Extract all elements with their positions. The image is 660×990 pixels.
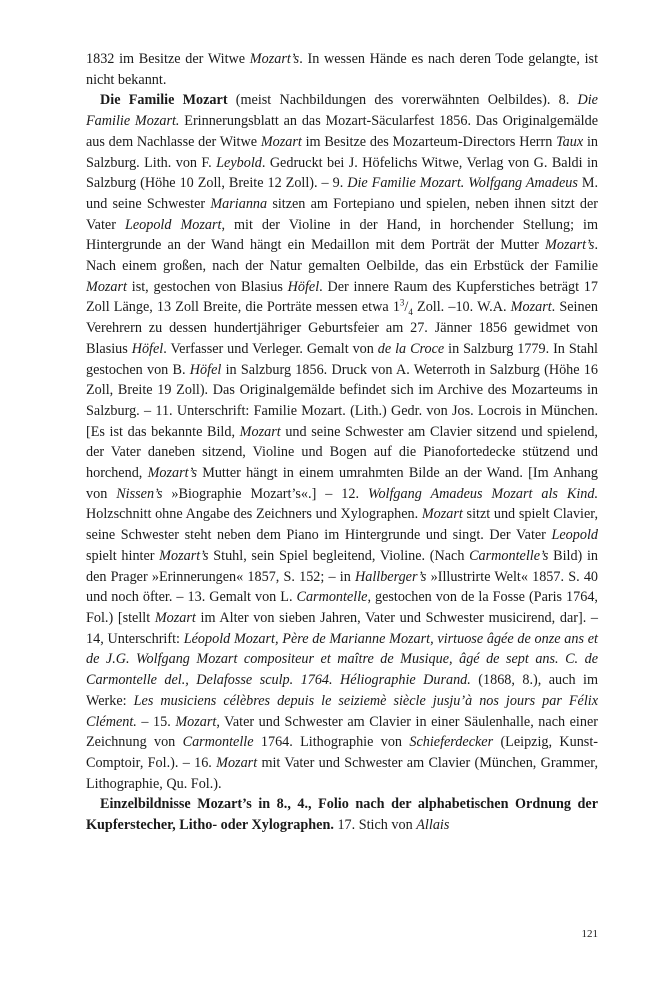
paragraph: [86, 49, 598, 90]
text-run: Stuhl, sein Spiel begleitend, Violine. (Nach: [208, 547, 470, 564]
text-run: 4: [408, 307, 413, 318]
italic-text: Taux: [556, 133, 584, 150]
text-run: /: [404, 299, 409, 316]
italic-text: Mozart: [175, 713, 217, 730]
text-run: 17. Stich von: [333, 817, 417, 834]
text-run: mit Vater und Schwester am Clavier (München, Grammer, Lithographie, Qu. Fol.).: [86, 754, 598, 792]
italic-text: Léopold Mozart, Père de Marianne Mozart, virtuose âgée de onze ans et de J.G. Wolfgang Mozart compositeur et maître de Musique, âgé de sept ans. C. de Carmontelle del., Delafosse sculp. 1764. Héliographie Durand.: [86, 630, 598, 689]
italic-text: Höfel: [131, 340, 164, 357]
text-run: . Verfasser und Verleger. Gemalt von: [163, 340, 378, 357]
paragraph: [86, 90, 598, 794]
italic-text: Mozart: [260, 133, 302, 150]
bold-text: Einzelbildnisse Mozart’s in 8., 4., Folio nach der alphabetischen Ordnung der Kupferstecher, Litho- oder Xylographen.: [86, 796, 598, 834]
text-run: ist, gestochen von Blasius: [127, 278, 288, 295]
text-run: M. und seine Schwester: [86, 175, 598, 212]
text-run: sitzt und spielt Clavier, seine Schwester steht neben dem Piano im Hintergrunde und singt. Der Vater: [86, 506, 598, 544]
italic-text: Mozart’s: [545, 237, 595, 254]
page-body: [86, 49, 598, 836]
italic-text: Höfel: [189, 361, 222, 378]
text-run: spielt hinter: [86, 547, 160, 564]
text-run: in Salzburg. Lith. von F.: [86, 133, 598, 171]
italic-text: Schieferdecker: [409, 734, 494, 751]
text-run: (meist Nachbildungen des vorerwähnten Oelbildes). 8.: [227, 92, 578, 109]
italic-text: Les musiciens célèbres depuis le seiziemè siècle jusju’à nos jours par Félix Clément.: [86, 692, 598, 730]
text-run: , Vater und Schwester am Clavier in einer Säulenhalle, nach einer Zeichnung von: [86, 713, 598, 751]
italic-text: Mozart: [239, 423, 281, 440]
italic-text: Mozart: [86, 278, 127, 295]
text-run: . Der innere Raum des Kupferstiches beträgt 17 Zoll Länge, 13 Zoll Breite, die Porträte messen etwa 1: [86, 278, 598, 316]
italic-text: Mozart: [510, 299, 552, 316]
text-run: Bild) in den Prager »Erinnerungen« 1857, S. 152; – in: [86, 547, 598, 585]
italic-text: de la Croce: [377, 340, 445, 357]
text-run: Erinnerungsblatt an das Mozart-Säcularfest 1856. Das Originalgemälde aus dem Nachlasse der Witwe: [86, 113, 598, 150]
text-run: 1764. Lithographie von: [253, 734, 410, 751]
italic-text: Nissen’s: [116, 485, 163, 502]
italic-text: Mozart: [216, 754, 258, 771]
text-run: 3: [399, 297, 405, 308]
italic-text: Mozart: [421, 506, 463, 523]
text-run: . In wessen Hände es nach deren Tode gelangte, ist nicht bekannt.: [86, 51, 599, 88]
text-run: in Salzburg 1856. Druck von A. Weterroth in Salzburg (Höhe 16 Zoll, Breite 19 Zoll). Das Originalgemälde befindet sich im Archive des Mozarteums in Salzburg. – 11. Unterschrift: Familie Mozart. (Lith.) Gedr. von Jos. Locrois in München. [Es ist das bekannte Bild,: [86, 361, 598, 440]
italic-text: Mozart’s: [159, 547, 209, 564]
italic-text: Die Familie Mozart.: [86, 92, 598, 130]
text-run: – 15.: [136, 713, 176, 730]
italic-text: Leopold: [551, 527, 598, 544]
italic-text: Carmontelle: [296, 589, 368, 606]
text-run: »Illustrirte Welt« 1857. S. 40 und noch öfter. – 13. Gemalt von L.: [86, 568, 599, 606]
italic-text: Allais: [416, 817, 450, 834]
text-run: . Nach einem großen, nach der Natur gemalten Oelbilde, das ein Erbstück der Familie: [86, 237, 598, 275]
italic-text: Carmontelle’s: [469, 547, 549, 564]
italic-text: Die Familie Mozart. Wolfgang Amadeus: [347, 175, 578, 192]
italic-text: Leopold Mozart: [124, 216, 222, 233]
text-run: Zoll. –10. W.A.: [412, 299, 511, 316]
text-run: im Besitze des Mozarteum-Directors Herrn: [301, 133, 557, 150]
text-run: , mit der Violine in der Hand, in horchender Stellung; im Hintergrunde an der Wand hängt ein Medaillon mit dem Porträt der Mutter: [86, 216, 598, 254]
text-run: , gestochen von de la Fosse (Paris 1764, Fol.) [stellt: [86, 589, 598, 626]
italic-text: Carmontelle: [182, 734, 254, 751]
italic-text: Mozart’s: [249, 51, 300, 67]
text-run: sitzen am Fortepiano und spielen, neben ihnen sitzt der Vater: [86, 195, 598, 233]
text-run: 1832 im Besitze der Witwe: [86, 51, 250, 67]
text-run: im Alter von sieben Jahren, Vater und Schwester musicirend, dar]. – 14, Unterschrift:: [86, 609, 599, 647]
paragraph: [86, 794, 598, 835]
text-run: . Seinen Verehrern zu dessen hundertjähriger Geburtsfeier am 27. Jänner 1856 gewidmet von Blasius: [86, 299, 598, 357]
italic-text: Mozart: [154, 609, 196, 626]
text-run: und seine Schwester am Clavier sitzend und spielend, der Vater daneben sitzend, Violine und Bogen auf die Pianofortedecke stützend und horchend,: [86, 423, 598, 482]
text-run: (Leipzig, Kunst-Comptoir, Fol.). – 16.: [86, 734, 598, 771]
italic-text: Leybold: [216, 154, 262, 171]
text-run: Holzschnitt ohne Angabe des Zeichners und Xylographen.: [86, 506, 422, 523]
italic-text: Wolfgang Amadeus Mozart als Kind.: [367, 485, 598, 502]
italic-text: Höfel: [287, 278, 320, 295]
text-run: Mutter hängt in einem umrahmten Bilde an der Wand. [Im Anhang von: [86, 465, 598, 502]
text-run: in Salzburg 1779. In Stahl gestochen von B.: [86, 340, 598, 378]
page-number: 121: [581, 928, 598, 940]
italic-text: Marianna: [210, 195, 268, 212]
bold-text: Die Familie Mozart: [100, 92, 228, 109]
text-run: . Gedruckt bei J. Höfelichs Witwe, Verlag von G. Baldi in Salzburg (Höhe 10 Zoll, Breite 12 Zoll). – 9.: [86, 154, 599, 192]
italic-text: Mozart’s: [147, 465, 197, 482]
italic-text: Hallberger’s: [354, 568, 427, 585]
text-run: (1868, 8.), auch im Werke:: [86, 672, 598, 709]
text-run: »Biographie Mozart’s«.] – 12.: [162, 485, 368, 502]
